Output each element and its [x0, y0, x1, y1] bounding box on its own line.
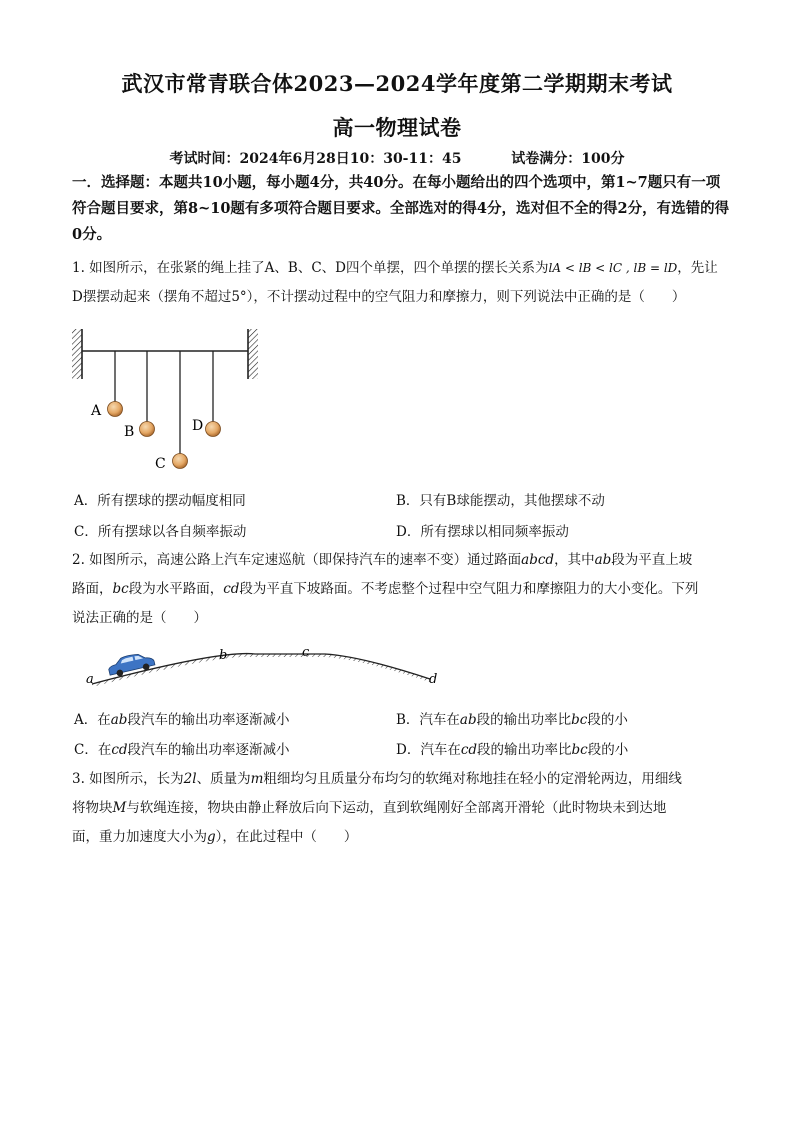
q1-text-c: D摆摆动起来（摆角不超过5°），不计摆动过程中的空气阻力和摩擦力，则下列说法中正确的是（ ）: [72, 289, 686, 305]
q1-option-c: C．所有摆球以各自频率振动: [74, 524, 247, 540]
q2-line2-b: 段为水平路面，: [128, 581, 224, 597]
right-wall: [248, 329, 258, 379]
q1-text-b: ，先让: [677, 260, 718, 276]
q2-stem: [72, 546, 732, 633]
q2-option-c: C．在cd段汽车的输出功率逐渐减小: [74, 742, 290, 758]
label-c: C: [155, 456, 166, 472]
q3-line2-b: 与软绳连接，物块由静止释放后向下运动，直到软绳刚好全部离开滑轮（此时物块未到达地: [126, 800, 667, 816]
q1-option-a: A．所有摆球的摆动幅度相同: [74, 493, 246, 509]
exam-subtitle: 高一物理试卷: [332, 115, 462, 140]
ball-d: [206, 422, 221, 437]
q3-line1-b: 、质量为: [196, 771, 251, 787]
label-road-a: a: [86, 672, 94, 687]
exam-time: 考试时间：2024年6月28日10：30-11：45: [169, 151, 462, 167]
q3-stem: [72, 765, 732, 852]
q1-text-a: 1. 如图所示，在张紧的绳上挂了A、B、C、D四个单摆，四个单摆的摆长关系为: [72, 260, 549, 276]
label-b: B: [124, 424, 135, 440]
label-d: D: [192, 418, 204, 434]
exam-info: [0, 148, 794, 168]
q2-line2-a: 路面，: [72, 581, 113, 597]
q2-line1-b: ，其中: [554, 552, 595, 568]
q3-M: M: [112, 800, 127, 816]
q1-length-relation: lA < lB < lC , lB = lD: [548, 261, 678, 275]
q2-abcd: abcd: [521, 552, 555, 568]
q2-ab: ab: [594, 552, 612, 568]
q3-line3-a: 面，重力加速度大小为: [72, 829, 207, 845]
exam-title: 武汉市常青联合体2023—2024学年度第二学期期末考试: [121, 71, 673, 96]
q3-g: g: [207, 829, 216, 845]
q2-option-d: D．汽车在cd段的输出功率比bc段的小: [396, 742, 629, 758]
ball-c: [173, 454, 188, 469]
section-instructions: 一．选择题：本题共10小题，每小题4分，共40分。在每小题给出的四个选项中，第1~7题只有一项符合题目要求，第8~10题有多项符合题目要求。全部选对的得4分，选对但不全的得2分，有选错的得0分。: [72, 174, 730, 243]
q1-stem: [72, 254, 732, 312]
road-figure: [80, 640, 450, 695]
label-a: A: [91, 403, 102, 419]
pendulum-figure: [60, 322, 280, 482]
q3-line3-b: ），在此过程中（ ）: [215, 829, 358, 845]
q3-m: m: [250, 771, 264, 787]
q2-line2-c: 段为平直下坡路面。不考虑整个过程中空气阻力和摩擦阻力的大小变化。下列: [239, 581, 699, 597]
q2-line3: 说法正确的是（ ）: [72, 610, 207, 626]
q3-line1-c: 粗细均匀且质量分布均匀的软绳对称地挂在轻小的定滑轮两边，用细线: [263, 771, 682, 787]
q2-option-b: B．汽车在ab段的输出功率比bc段的小: [396, 712, 628, 728]
q2-cd: cd: [223, 581, 240, 597]
q3-2l: 2l: [183, 771, 197, 787]
q2-bc: bc: [112, 581, 129, 597]
left-wall: [72, 329, 82, 379]
q1-option-b: B．只有B球能摆动，其他摆球不动: [396, 493, 605, 509]
q3-line1-a: 3. 如图所示，长为: [72, 771, 184, 787]
ball-a: [108, 402, 123, 417]
label-road-b: b: [219, 648, 228, 663]
q2-line1-a: 2. 如图所示，高速公路上汽车定速巡航（即保持汽车的速率不变）通过路面: [72, 552, 522, 568]
ball-b: [140, 422, 155, 437]
q2-option-a: A．在ab段汽车的输出功率逐渐减小: [74, 712, 290, 728]
label-road-d: d: [429, 672, 438, 687]
q3-line2-a: 将物块: [72, 800, 113, 816]
q1-option-d: D．所有摆球以相同频率振动: [396, 524, 569, 540]
label-road-c: c: [302, 645, 310, 660]
full-score: 试卷满分：100分: [511, 151, 625, 167]
q2-line1-c: 段为平直上坡: [611, 552, 693, 568]
